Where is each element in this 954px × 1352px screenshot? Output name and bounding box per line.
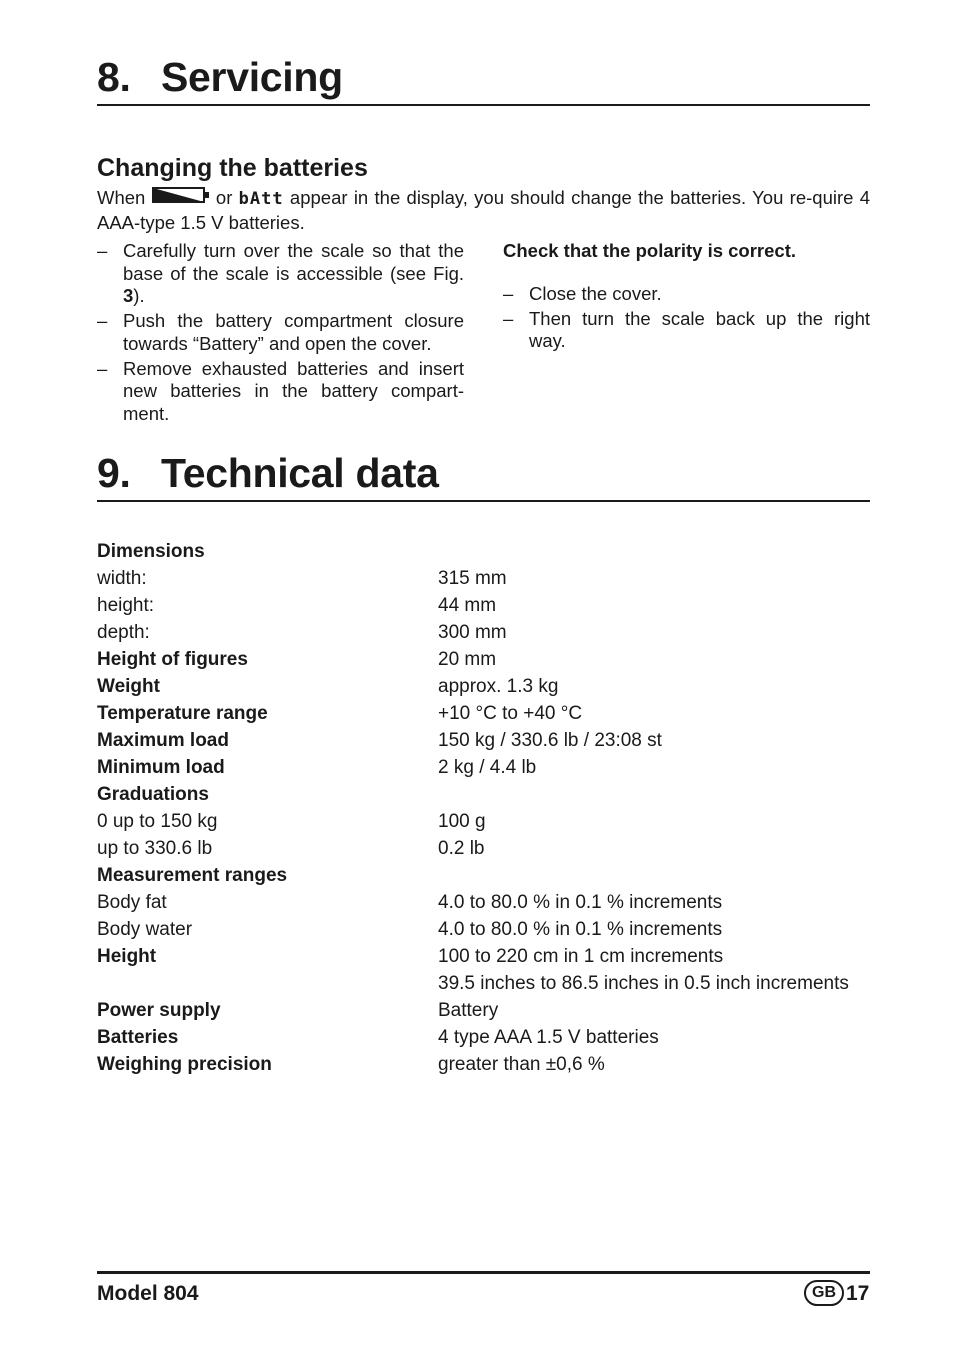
low-battery-icon <box>152 185 210 209</box>
changing-batteries-heading: Changing the batteries <box>97 154 368 182</box>
table-row <box>97 862 870 889</box>
page-number: 17 <box>846 1282 870 1305</box>
intro-rest: appear in the display, you should change the batteries. You re-quire 4 AAA-type 1.5 V batteries. <box>97 187 871 234</box>
table-row <box>97 835 870 862</box>
table-row <box>97 781 870 808</box>
intro-when: When <box>97 187 146 208</box>
row-value: 20 mm <box>438 649 497 670</box>
table-row <box>97 916 870 943</box>
row-value: 4.0 to 80.0 % in 0.1 % increments <box>438 919 723 940</box>
list-item <box>503 308 870 353</box>
row-value: 150 kg / 330.6 lb / 23:08 st <box>438 730 662 751</box>
step-text: Push the battery compartment closure towards “Battery” and open the cover. <box>123 310 464 354</box>
row-value: 100 g <box>438 811 486 832</box>
row-label: width: <box>97 568 147 589</box>
row-value: 315 mm <box>438 568 507 589</box>
row-value: Battery <box>438 1000 499 1021</box>
step-text: Close the cover. <box>529 282 662 304</box>
table-row <box>97 754 870 781</box>
table-row <box>97 808 870 835</box>
table-row <box>97 538 870 565</box>
row-label: Minimum load <box>97 757 225 778</box>
section-8-heading <box>97 54 343 100</box>
row-label: Height <box>97 946 157 967</box>
row-value: approx. 1.3 kg <box>438 676 559 697</box>
row-value: 39.5 inches to 86.5 inches in 0.5 inch increments <box>438 973 849 994</box>
list-dash: – <box>97 310 108 331</box>
intro-paragraph <box>97 186 870 235</box>
list-dash: – <box>503 282 514 304</box>
list-dash: – <box>97 240 108 261</box>
figure-reference: 3 <box>123 285 134 306</box>
step-text-end: ). <box>133 285 145 306</box>
steps-left-column <box>97 240 464 428</box>
row-value: 2 kg / 4.4 lb <box>438 757 537 778</box>
row-label: Temperature range <box>97 703 268 724</box>
row-label: Body fat <box>97 892 167 913</box>
row-value: 4.0 to 80.0 % in 0.1 % increments <box>438 892 723 913</box>
section-8-number: 8. <box>97 54 131 100</box>
list-item <box>97 240 464 308</box>
section-9-heading <box>97 450 439 496</box>
row-label: up to 330.6 lb <box>97 838 213 859</box>
row-value: 300 mm <box>438 622 507 643</box>
row-value: +10 °C to +40 °C <box>438 703 583 724</box>
row-label: Power supply <box>97 1000 221 1021</box>
section-8-title: Servicing <box>161 54 343 100</box>
row-label: Measurement ranges <box>97 865 288 886</box>
step-text: Carefully turn over the scale so that the base of the scale is accessible (see Fig. <box>123 240 464 284</box>
table-row <box>97 565 870 592</box>
row-label: Batteries <box>97 1027 179 1048</box>
table-row <box>97 970 870 997</box>
list-dash: – <box>97 357 108 379</box>
list-dash: – <box>503 307 514 329</box>
section-9-rule <box>97 500 870 502</box>
row-value: 100 to 220 cm in 1 cm increments <box>438 946 724 967</box>
table-row <box>97 673 870 700</box>
row-label: height: <box>97 595 155 616</box>
row-label: Weighing precision <box>97 1054 272 1075</box>
batt-display-code: bAtt <box>238 189 284 209</box>
row-label: Weight <box>97 676 160 697</box>
table-row <box>97 1051 870 1078</box>
row-label: depth: <box>97 622 150 643</box>
section-8-rule <box>97 104 870 106</box>
row-label: Graduations <box>97 784 209 805</box>
step-text: Then turn the scale back up the right way. <box>529 307 870 351</box>
row-value: 0.2 lb <box>438 838 485 859</box>
row-label: 0 up to 150 kg <box>97 811 218 832</box>
list-item <box>503 283 870 306</box>
technical-data-table <box>97 538 870 1078</box>
table-row <box>97 592 870 619</box>
table-row <box>97 727 870 754</box>
intro-or: or <box>215 187 233 208</box>
row-label: Body water <box>97 919 193 940</box>
list-item <box>97 358 464 426</box>
row-value: 4 type AAA 1.5 V batteries <box>438 1027 659 1048</box>
row-value: greater than ±0,6 % <box>438 1054 605 1075</box>
model-name: Model 804 <box>97 1282 199 1305</box>
section-9-number: 9. <box>97 450 131 496</box>
section-9-title: Technical data <box>161 450 439 496</box>
polarity-check-note: Check that the polarity is correct. <box>503 240 797 261</box>
table-row <box>97 619 870 646</box>
row-label: Maximum load <box>97 730 229 751</box>
row-label: Dimensions <box>97 541 205 562</box>
row-value: 44 mm <box>438 595 497 616</box>
footer-rule <box>97 1271 870 1274</box>
table-row <box>97 997 870 1024</box>
row-label: Height of figures <box>97 649 248 670</box>
table-row <box>97 700 870 727</box>
step-text: Remove exhausted batteries and insert new batteries in the battery compart-ment. <box>123 357 464 424</box>
list-item <box>97 310 464 355</box>
table-row <box>97 889 870 916</box>
country-badge: GB <box>804 1280 844 1306</box>
table-row <box>97 943 870 970</box>
steps-right-column <box>503 240 870 355</box>
table-row <box>97 1024 870 1051</box>
table-row <box>97 646 870 673</box>
